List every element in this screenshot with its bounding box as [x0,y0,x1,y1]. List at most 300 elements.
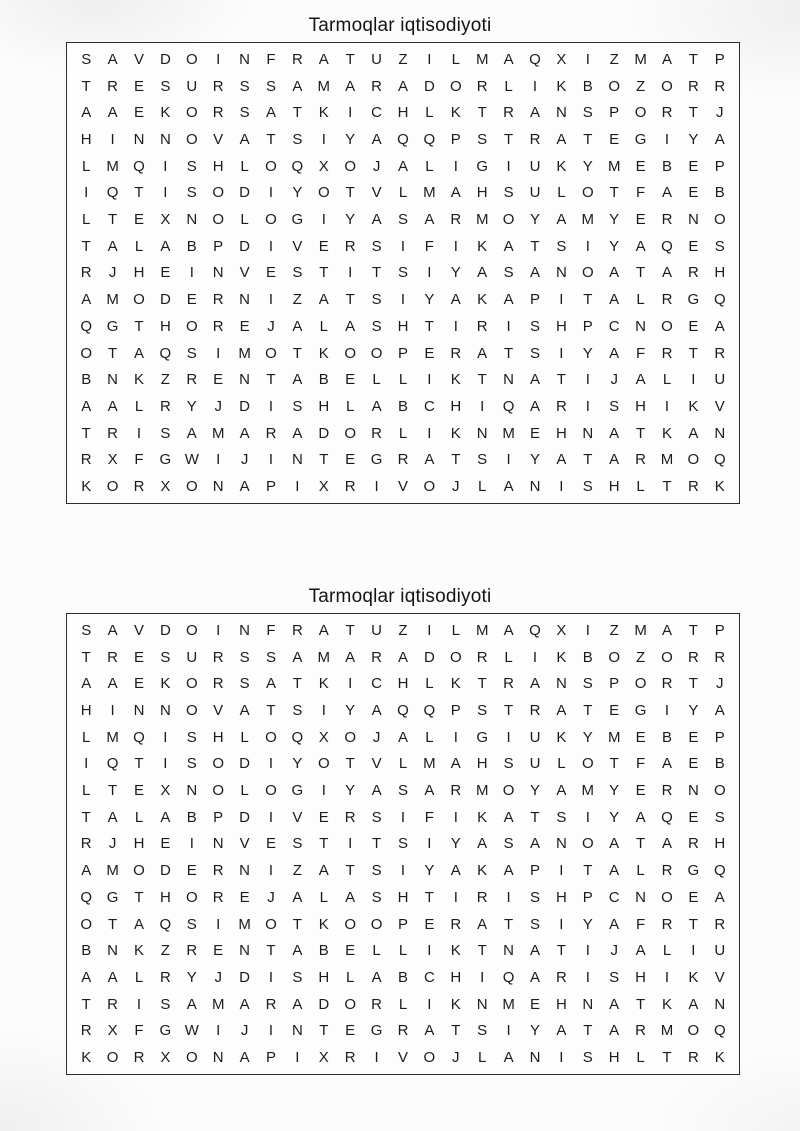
grid-letter: M [317,648,331,666]
grid-letter: A [661,835,672,853]
grid-letter: I [163,728,168,746]
grid-letter: A [81,104,92,122]
grid-letter: S [397,264,408,282]
grid-letter: N [212,835,224,853]
grid-letter: N [159,130,171,148]
grid-letter: H [635,398,647,416]
grid-letter: I [348,264,353,282]
grid-letter: Q [133,728,145,746]
grid-letter: A [107,675,118,693]
grid-letter: F [636,344,646,362]
grid-letter: T [345,621,355,639]
grid-letter: E [133,211,144,229]
grid-letter: S [714,808,725,826]
grid-letter: Y [424,291,435,309]
grid-letter: O [634,675,647,693]
grid-letter: F [636,755,646,773]
grid-letter: G [476,157,489,175]
grid-letter: H [608,1049,620,1067]
grid-letter: I [163,755,168,773]
grid-letter: R [186,371,198,389]
grid-letter: R [661,344,673,362]
grid-letter: I [427,995,432,1013]
grid-letter: A [661,264,672,282]
grid-letter: T [530,808,540,826]
grid-letter: R [476,888,488,906]
grid-letter: S [477,701,488,719]
grid-letter: O [185,478,198,496]
grid-letter: R [291,50,303,68]
grid-letter: A [397,77,408,95]
grid-letter: S [503,755,514,773]
grid-letter: T [266,701,276,719]
grid-letter: U [714,942,726,960]
grid-letter: A [609,451,620,469]
grid-letter: R [476,77,488,95]
grid-letter: H [159,317,171,335]
grid-letter: S [265,648,276,666]
grid-letter: A [609,344,620,362]
grid-letter: A [477,835,488,853]
grid-letter: D [159,50,171,68]
grid-letter: I [585,398,590,416]
grid-letter: A [503,50,514,68]
grid-letter: F [424,237,434,255]
grid-letter: R [291,621,303,639]
grid-letter: A [503,862,514,880]
grid-letter: L [240,211,249,229]
grid-letter: I [427,371,432,389]
grid-letter: T [266,942,276,960]
grid-letter: A [318,862,329,880]
grid-letter: V [239,264,250,282]
grid-letter: O [687,451,700,469]
grid-letter: L [398,942,408,960]
grid-letter: I [691,942,696,960]
grid-letter: E [635,211,646,229]
grid-letter: M [634,50,647,68]
grid-letter: C [608,317,620,335]
grid-letter: F [424,808,434,826]
grid-letter: X [556,50,567,68]
grid-letter: O [265,728,277,746]
grid-letter: T [636,835,646,853]
grid-letter: M [607,728,621,746]
grid-letter: X [318,157,329,175]
grid-letter: H [555,995,567,1013]
grid-letter: X [318,478,329,496]
grid-letter: A [133,915,144,933]
grid-letter: V [714,969,725,987]
grid-letter: R [503,104,515,122]
grid-letter: A [345,317,356,335]
grid-letter: D [239,184,251,202]
grid-letter: Q [423,701,436,719]
grid-letter: A [529,942,540,960]
word-search-grid [66,613,740,1075]
grid-letter: A [292,424,303,442]
grid-letter: H [397,317,409,335]
grid-letter: P [265,478,276,496]
grid-letter: H [476,755,488,773]
grid-letter: N [239,50,251,68]
grid-letter: F [134,1022,144,1040]
grid-letter: P [714,728,725,746]
grid-letter: A [661,184,672,202]
grid-letter: B [582,648,593,666]
grid-letter: T [636,995,646,1013]
grid-letter: N [714,424,726,442]
grid-letter: A [503,291,514,309]
grid-letter: V [714,398,725,416]
grid-letter: A [265,104,276,122]
grid-letter: T [477,371,487,389]
grid-letter: I [268,1022,274,1040]
grid-letter: R [80,264,92,282]
grid-letter: K [160,675,171,693]
grid-letter: R [661,675,673,693]
grid-letter: I [480,969,485,987]
grid-letter: S [582,478,593,496]
grid-letter: H [635,969,647,987]
grid-letter: G [634,130,647,148]
grid-letter: T [319,264,329,282]
grid-letter: K [318,104,329,122]
grid-letter: B [81,942,92,960]
grid-letter: M [581,782,595,800]
grid-letter: W [184,451,199,469]
grid-letter: E [635,728,646,746]
grid-letter: A [292,648,303,666]
grid-letter: B [186,808,197,826]
grid-letter: S [503,264,514,282]
grid-letter: S [503,835,514,853]
grid-letter: O [423,1049,436,1067]
grid-letter: H [608,478,620,496]
grid-letter: N [687,211,699,229]
grid-letter: I [400,862,406,880]
grid-letter: E [688,808,699,826]
grid-letter: K [450,675,461,693]
grid-letter: P [213,237,224,255]
grid-letter: A [107,808,118,826]
grid-letter: A [160,237,171,255]
grid-letter: Y [609,237,620,255]
grid-letter: O [212,782,225,800]
grid-letter: L [504,648,513,666]
grid-letter: O [185,50,198,68]
grid-letter: N [635,888,647,906]
grid-letter: Y [529,782,540,800]
grid-letter: N [529,1049,541,1067]
grid-letter: J [108,264,117,282]
grid-letter: S [160,648,171,666]
grid-letter: R [661,782,673,800]
grid-letter: O [608,648,621,666]
grid-letter: M [423,184,436,202]
grid-letter: R [555,398,567,416]
grid-letter: E [688,888,699,906]
grid-letter: T [292,675,302,693]
grid-letter: E [688,184,699,202]
grid-letter: A [107,237,118,255]
grid-letter: B [661,728,672,746]
grid-letter: B [661,157,672,175]
grid-letter: L [82,211,91,229]
grid-letter: R [212,104,224,122]
grid-letter: J [240,1022,249,1040]
grid-letter: A [397,157,408,175]
grid-letter: Y [186,398,197,416]
grid-letter: H [212,728,224,746]
grid-letter: I [691,371,696,389]
grid-letter: I [585,621,590,639]
grid-letter: O [581,264,594,282]
grid-letter: A [661,50,672,68]
grid-letter: E [345,371,356,389]
grid-letter: A [635,237,646,255]
grid-letter: I [559,862,564,880]
grid-letter: I [585,371,590,389]
grid-letter: G [159,451,172,469]
grid-letter: A [371,211,382,229]
grid-letter: T [372,835,382,853]
grid-letter: T [583,130,593,148]
grid-letter: H [476,184,488,202]
grid-letter: G [159,1022,172,1040]
grid-letter: E [133,782,144,800]
grid-letter: O [344,157,357,175]
grid-letter: T [424,888,434,906]
grid-letter: I [216,50,221,68]
grid-letter: E [635,782,646,800]
grid-letter: A [556,211,567,229]
grid-letter: I [163,157,168,175]
grid-letter: G [476,728,489,746]
grid-letter: V [397,478,408,496]
grid-letter: A [450,755,461,773]
grid-letter: I [664,701,670,719]
grid-letter: C [423,398,435,416]
grid-letter: I [295,1049,300,1067]
grid-letter: Q [106,755,119,773]
grid-letter: O [212,211,225,229]
grid-letter: G [687,291,700,309]
grid-letter: Q [713,291,726,309]
grid-letter: E [688,317,699,335]
grid-letter: Q [159,915,172,933]
grid-letter: I [506,888,511,906]
grid-letter: A [714,701,725,719]
grid-letter: A [450,291,461,309]
grid-letter: C [423,969,435,987]
grid-letter: P [397,344,408,362]
grid-letter: N [714,995,726,1013]
grid-letter: I [506,317,511,335]
grid-letter: B [186,237,197,255]
grid-letter: A [609,264,620,282]
grid-letter: Y [345,211,356,229]
grid-letter: P [450,701,461,719]
grid-letter: T [477,675,487,693]
grid-letter: N [239,371,251,389]
grid-letter: I [163,184,168,202]
grid-letter: T [81,237,91,255]
grid-letter: I [532,77,538,95]
grid-letter: R [476,317,488,335]
grid-letter: I [400,237,406,255]
grid-letter: A [318,621,329,639]
grid-letter: D [423,648,435,666]
grid-letter: M [211,995,225,1013]
grid-letter: I [348,104,353,122]
grid-letter: T [583,451,593,469]
grid-letter: O [317,755,330,773]
grid-letter: A [503,808,514,826]
grid-letter: E [133,104,144,122]
grid-letter: Z [398,50,408,68]
grid-letter: I [268,237,274,255]
grid-letter: U [529,728,541,746]
grid-letter: J [716,675,724,693]
grid-letter: A [292,371,303,389]
grid-letter: A [556,130,567,148]
grid-letter: X [318,1049,329,1067]
grid-letter: S [292,969,303,987]
grid-letter: F [266,621,276,639]
grid-letter: T [108,211,118,229]
grid-letter: R [159,398,171,416]
grid-letter: A [397,648,408,666]
grid-letter: R [714,77,726,95]
grid-letter: S [186,915,197,933]
grid-letter: K [450,942,461,960]
grid-letter: E [133,77,144,95]
grid-letter: R [661,862,673,880]
word-search-puzzle-copy-2 [0,584,800,1075]
grid-letter: M [238,344,251,362]
grid-letter: T [583,862,593,880]
grid-letter: E [529,995,540,1013]
grid-letter: E [318,808,329,826]
grid-letter: H [555,424,567,442]
grid-letter: M [211,424,225,442]
grid-letter: E [133,648,144,666]
grid-letter: M [475,782,489,800]
grid-letter: A [477,264,488,282]
grid-letter: O [344,995,357,1013]
grid-letter: E [186,862,197,880]
grid-letter: V [213,701,224,719]
grid-letter: V [371,184,382,202]
grid-letter: O [265,211,277,229]
grid-letter: S [265,77,276,95]
grid-letter: N [107,942,119,960]
grid-letter: O [661,888,673,906]
grid-letter: L [425,728,434,746]
grid-letter: A [450,862,461,880]
grid-letter: T [688,104,698,122]
grid-letter: Q [291,728,304,746]
grid-letter: O [608,77,621,95]
grid-letter: R [714,344,726,362]
grid-letter: I [480,398,485,416]
grid-letter: T [451,451,461,469]
grid-letter: K [81,478,92,496]
grid-letter: I [559,1049,564,1067]
grid-letter: Y [292,184,303,202]
grid-letter: L [425,675,434,693]
grid-letter: T [345,291,355,309]
grid-letter: S [477,1022,488,1040]
grid-letter: L [240,157,249,175]
grid-letter: T [108,344,118,362]
grid-letter: D [239,969,251,987]
grid-letter: R [212,888,224,906]
grid-letter: H [133,264,145,282]
grid-letter: D [239,755,251,773]
grid-letter: I [84,184,89,202]
grid-letter: B [582,77,593,95]
grid-letter: K [133,371,144,389]
grid-letter: L [425,104,434,122]
grid-letter: A [661,621,672,639]
grid-letter: Z [292,862,302,880]
grid-letter: K [688,969,699,987]
grid-letter: R [476,648,488,666]
grid-letter: O [449,77,462,95]
grid-letter: I [585,942,590,960]
grid-letter: I [321,782,326,800]
grid-letter: S [397,835,408,853]
grid-letter: L [662,371,672,389]
grid-letter: O [634,104,647,122]
grid-letter: L [425,157,434,175]
grid-letter: Z [609,50,619,68]
grid-letter: L [134,808,144,826]
grid-letter: A [292,995,303,1013]
grid-letter: A [609,915,620,933]
grid-letter: C [371,675,383,693]
grid-letter: L [346,398,355,416]
grid-letter: R [80,835,92,853]
grid-letter: H [133,835,145,853]
grid-letter: L [557,755,566,773]
grid-letter: R [212,675,224,693]
grid-letter: D [159,621,171,639]
grid-letter: S [582,675,593,693]
grid-letter: B [81,371,92,389]
grid-letter: I [400,291,406,309]
grid-letter: N [291,1022,303,1040]
grid-letter: E [133,675,144,693]
grid-letter: Z [160,942,170,960]
grid-letter: B [397,398,408,416]
grid-letter: L [451,50,460,68]
grid-letter: I [453,808,458,826]
grid-letter: I [559,915,564,933]
grid-letter: E [688,755,699,773]
grid-letter: R [80,451,92,469]
grid-letter: P [529,862,540,880]
grid-letter: I [506,1022,511,1040]
grid-letter: M [581,211,595,229]
grid-letter: N [687,782,699,800]
grid-letter: K [318,344,329,362]
grid-letter: O [581,835,594,853]
grid-letter: T [636,424,646,442]
grid-letter: H [318,398,330,416]
